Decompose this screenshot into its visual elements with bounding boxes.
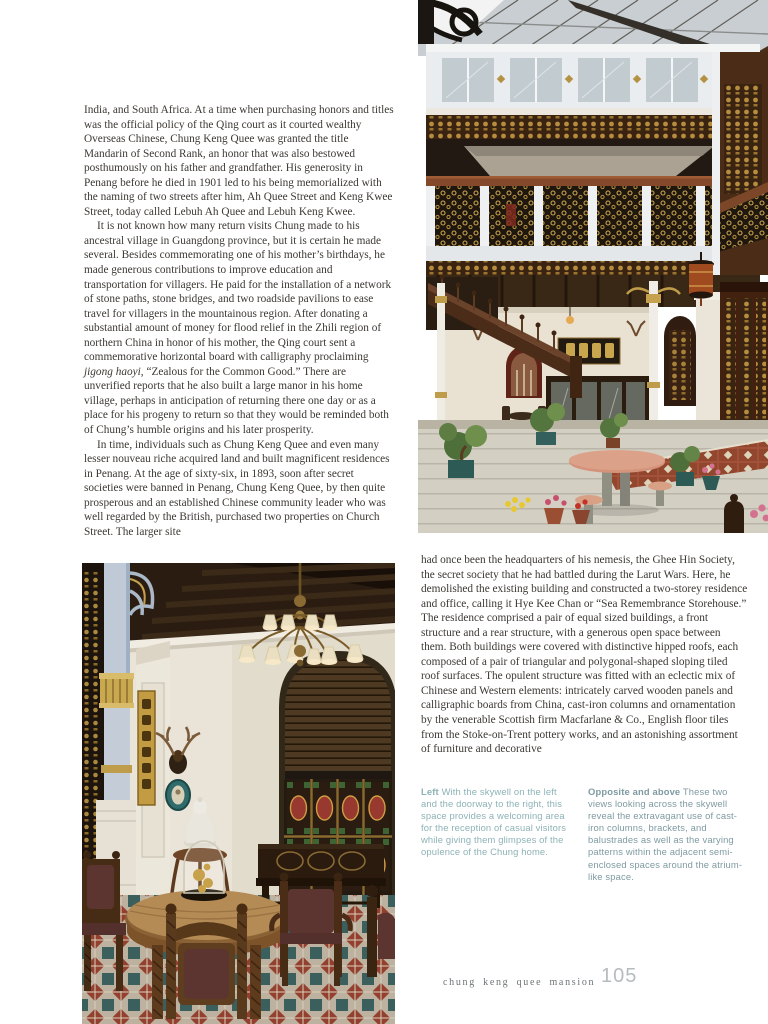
paragraph-ghee-hin: had once been the headquarters of his nemesis, the Ghee Hin Society, the secret society that he had battled during the Larut Wars. Here, he demolished the existing building and constructed a two-storey residence and office, calling it Hye Kee Chan or “Sea Remembrance Storehouse.” The residence comprised a pair of equal sized buildings, a front structure and a rear structure, with a generous open space between them. Both buildings were covered with distinctive hipped roofs, each composed of a pair of triangular and polygonal-shaped sloping tiled roof surfaces. The opulent structure was fitted with an eclectic mix of Chinese and Western elements: intricately carved wooden panels and calligraphic boards from China, cast-iron columns and ornamentation by the venerable Scottish firm Macfarlane & Co., English floor tiles from the Stoke-on-Trent pottery works, and an astonishing assortment of furniture and decorative <box>421 554 748 756</box>
caption-lead: Opposite and above <box>588 786 681 797</box>
upper-gallery-interior <box>426 139 760 182</box>
opposite-wing <box>712 52 768 275</box>
right-text-column <box>421 553 748 757</box>
caption-text: With the skywell on the left and the doorway to the right, this space provides a welcoming area for the reception of casual visitors while giving them glimpses of the opulence of the Chung home. <box>421 786 567 858</box>
paragraph-part: , “Zealous for the Common Good.” There are unverified reports that he also built a large manor in his home village, perhaps in anticipation of returning there one day or as a place for his progeny to return so that they would be reminded both of Chung’s humble origins and his later prosperity. <box>84 365 389 437</box>
photo-skywell-atrium <box>418 0 768 533</box>
gilded-balustrade <box>426 176 760 275</box>
caption-block <box>421 786 753 883</box>
paragraph-return-visits <box>84 219 395 437</box>
clerestory-windows <box>426 44 760 108</box>
reception-hall-illustration <box>82 563 395 1024</box>
oval-portrait-frame <box>166 780 190 810</box>
vertical-calligraphy-board <box>138 691 155 805</box>
caption-left-photo <box>421 786 571 883</box>
skywell-atrium-illustration <box>418 0 768 533</box>
glass-display-dome <box>181 841 227 901</box>
left-text-column <box>84 103 395 539</box>
running-title: chung keng quee mansion <box>443 977 596 988</box>
paragraph-part: It is not known how many return visits Chung made to his ancestral village in Guangdong province, but it is certain he made several. Besides commemorating one of his mother’s birthdays, he made generous contributions to improve education and transportation for villagers. He paid for the installation of a network of stone paths, stone bridges, and two roadside pavilions to ease travel for villagers in the mountainous region. After donating a substantial amount of money for flood relief in the Zhili region of northern China in honor of his mother, the Qing court sent a commemorative horizontal board with calligraphy proclaiming <box>84 220 392 364</box>
italic-phrase-jigong-haoyi: jigong haoyi <box>84 365 141 378</box>
page-number: 105 <box>601 965 638 987</box>
caption-lead: Left <box>421 786 439 797</box>
caption-opposite-above <box>588 786 753 883</box>
caption-text: These two views looking across the skywell reveal the extravagant use of cast-iron columns, brackets, and balustrades as well as the varying patterns within the adjacent semi-enclosed spaces around the atrium-like space. <box>588 786 743 882</box>
paragraph-india-south-africa: India, and South Africa. At a time when purchasing honors and titles was the official policy of the Qing court as it courted wealthy Overseas Chinese, Chung Keng Quee was granted the title Mandarin of Second Rank, an honor that was also bestowed posthumously on his father and grandfather. His generosity in Penang before he died in 1901 led to his being memorialized with the naming of two streets after him, Ah Quee Street and Keng Kwee Street, today called Lebuh Ah Quee and Lebuh Keng Kwee. <box>84 104 394 218</box>
paragraph-in-time: In time, individuals such as Chung Keng Quee and even many lesser nouveau riche acquired land and built magnificent residences in Penang. At the age of sixty-six, in 1893, soon after secret societies were banned in Penang, Chung Keng Quee, by then quite prosperous and an established Chinese community leader who was well regarded by the British, purchased two properties on Church Street. The larger site <box>84 438 390 538</box>
carved-archway <box>664 316 696 406</box>
photo-reception-hall <box>82 563 395 1024</box>
